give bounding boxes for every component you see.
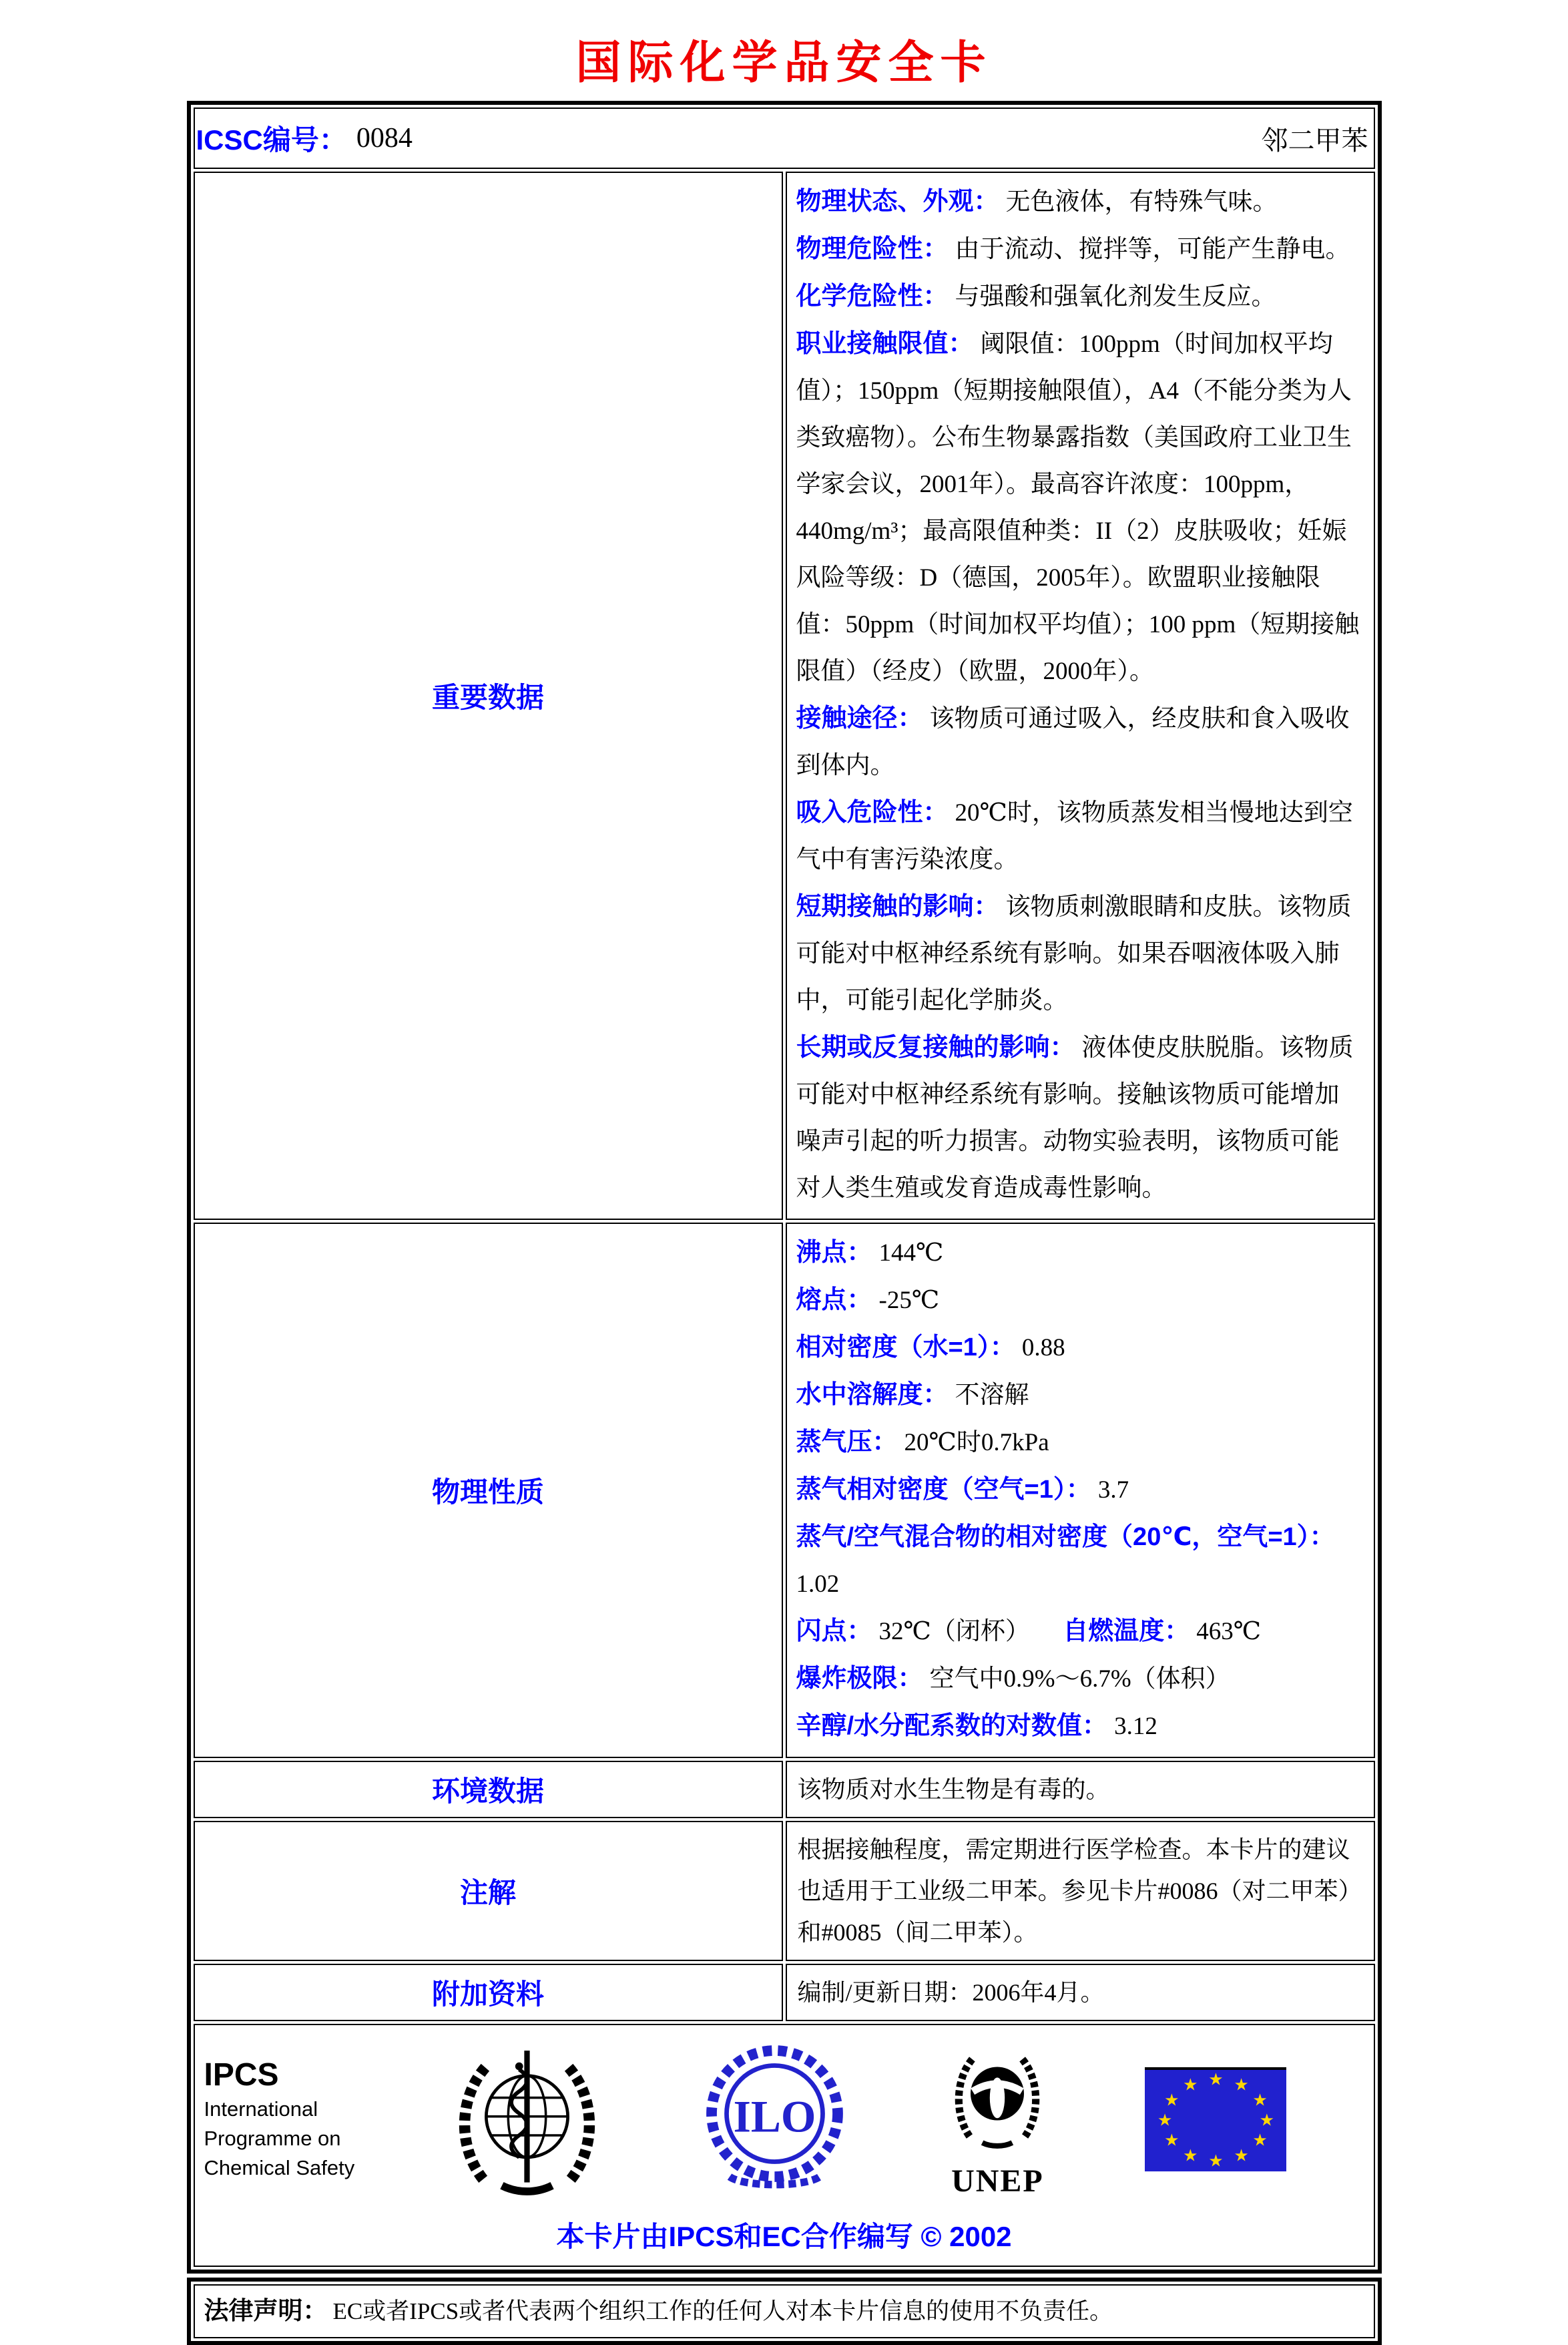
- notes-label: 注解: [194, 1821, 783, 1961]
- important-item: [796, 226, 1363, 273]
- eu-star-icon: ★: [1234, 2147, 1249, 2165]
- field-label: 闪点：: [796, 1617, 872, 1645]
- field-label: 沸点：: [796, 1239, 872, 1267]
- field-label: 蒸气压：: [796, 1428, 898, 1456]
- important-item: [796, 695, 1363, 789]
- eu-star-icon: ★: [1252, 2131, 1268, 2150]
- field-label: 物理危险性：: [796, 235, 949, 263]
- eu-flag-icon: [1145, 2067, 1286, 2171]
- important-item: [796, 273, 1363, 321]
- legal-notice-label: 法律声明：: [204, 2297, 328, 2324]
- eu-star-icon: ★: [1157, 2111, 1173, 2130]
- field-label: 物理状态、外观：: [796, 188, 999, 216]
- ipcs-line: Programme on: [204, 2127, 341, 2150]
- icsc-number-value: 0084: [356, 123, 413, 154]
- ipcs-logo-text: [204, 2056, 355, 2183]
- physical-properties-label: 物理性质: [194, 1223, 783, 1758]
- physical-item: [796, 1277, 1363, 1324]
- field-text: 与强酸和强氧化剂发生反应。: [955, 283, 1276, 310]
- legal-notice-row: [194, 2284, 1375, 2338]
- field-text: 由于流动、搅拌等，可能产生静电。: [955, 236, 1350, 263]
- legal-notice-text: EC或者IPCS或者代表两个组织工作的任何人对本卡片信息的使用不负责任。: [332, 2298, 1113, 2324]
- additional-info-label: 附加资料: [194, 1964, 783, 2021]
- chemical-name: 邻二甲苯: [1261, 125, 1368, 156]
- environment-data-text: 该物质对水生生物是有毒的。: [786, 1761, 1375, 1818]
- field-label: 蒸气相对密度（空气=1）：: [796, 1476, 1091, 1504]
- field-value: 32℃（闭杯）: [878, 1618, 1030, 1645]
- important-item: [796, 321, 1363, 695]
- field-label: 吸入危险性：: [796, 799, 949, 827]
- ipcs-line: International: [204, 2097, 318, 2121]
- physical-properties-row: [194, 1223, 1375, 1758]
- physical-item: [796, 1655, 1363, 1703]
- field-value: 463℃: [1196, 1618, 1262, 1645]
- physical-item-flash-autoignition: [796, 1608, 1363, 1655]
- logo-strip: [195, 2025, 1374, 2203]
- notes-text: 根据接触程度，需定期进行医学检查。本卡片的建议也适用于工业级二甲苯。参见卡片#0086（对二甲苯）和#0085（间二甲苯）。: [786, 1821, 1375, 1961]
- eu-star-icon: ★: [1208, 2071, 1224, 2089]
- environment-data-row: [194, 1761, 1375, 1818]
- field-text: 该物质刺激眼睛和皮肤。该物质可能对中枢神经系统有影响。如果吞咽液体吸入肺中，可能引起化学肺炎。: [796, 893, 1352, 1014]
- physical-item: [796, 1324, 1363, 1371]
- important-item: [796, 1024, 1363, 1212]
- card-caption: 本卡片由IPCS和EC合作编写 © 2002: [556, 2221, 1012, 2252]
- ilo-logo-icon: [700, 2041, 850, 2198]
- eu-star-icon: ★: [1183, 2076, 1198, 2095]
- field-text: 无色液体，有特殊气味。: [1005, 188, 1278, 216]
- field-label: 接触途径：: [796, 704, 923, 732]
- physical-item: [796, 1229, 1363, 1277]
- field-value: 20℃时0.7kPa: [904, 1429, 1049, 1456]
- unep-logo-icon: [944, 2043, 1051, 2197]
- safety-card-table: [187, 101, 1382, 2274]
- field-value: 144℃: [878, 1239, 944, 1267]
- eu-star-icon: ★: [1164, 2131, 1180, 2150]
- important-item: [796, 883, 1363, 1024]
- icsc-number-label: ICSC编号：: [196, 124, 347, 156]
- field-value: 3.12: [1114, 1713, 1157, 1740]
- field-label: 长期或反复接触的影响：: [796, 1034, 1075, 1062]
- field-value: 空气中0.9%～6.7%（体积）: [929, 1665, 1230, 1693]
- ipcs-title: IPCS: [204, 2057, 279, 2093]
- field-label: 辛醇/水分配系数的对数值：: [796, 1712, 1108, 1740]
- additional-info-row: [194, 1964, 1375, 2021]
- field-label: 爆炸极限：: [796, 1665, 923, 1693]
- icsc-card-page: [0, 27, 1568, 2324]
- legal-notice-table: [187, 2278, 1382, 2345]
- environment-data-label: 环境数据: [194, 1761, 783, 1818]
- important-data-label: 重要数据: [194, 172, 783, 1220]
- logos-row: [194, 2024, 1375, 2267]
- eu-star-icon: ★: [1164, 2091, 1180, 2110]
- field-value: 0.88: [1021, 1334, 1065, 1361]
- page-title: 国际化学品安全卡: [575, 36, 993, 89]
- who-logo-icon: [449, 2041, 605, 2198]
- physical-item: [796, 1419, 1363, 1466]
- physical-properties-content: [786, 1223, 1375, 1758]
- field-value: -25℃: [878, 1287, 940, 1314]
- eu-star-icon: ★: [1252, 2091, 1268, 2110]
- eu-star-icon: ★: [1183, 2147, 1198, 2165]
- eu-star-icon: ★: [1259, 2111, 1274, 2130]
- field-label: 自燃温度：: [1063, 1617, 1190, 1645]
- notes-row: [194, 1821, 1375, 1961]
- field-text: 阈限值：100ppm（时间加权平均值）；150ppm（短期接触限值），A4（不能分类为人类致癌物）。公布生物暴露指数（美国政府工业卫生学家会议，2001年）。最高容许浓度：100ppm，440mg/m³；最高限值种类：II（2）皮肤吸收；妊娠风险等级：D（德国，2005年）。欧盟职业接触限值：50ppm（时间加权平均值）；100 ppm（短期接触限值）（经皮）（欧盟，2000年）。: [796, 331, 1360, 685]
- eu-star-icon: ★: [1208, 2152, 1224, 2171]
- important-item: [796, 789, 1363, 883]
- field-label: 化学危险性：: [796, 282, 949, 310]
- field-value: 不溶解: [955, 1381, 1029, 1409]
- ipcs-line: Chemical Safety: [204, 2156, 355, 2179]
- field-value: 1.02: [796, 1570, 840, 1598]
- important-data-row: [194, 172, 1375, 1220]
- field-label: 相对密度（水=1）：: [796, 1333, 1015, 1361]
- field-text: 20℃时，该物质蒸发相当慢地达到空气中有害污染浓度。: [796, 799, 1353, 873]
- physical-item: [796, 1371, 1363, 1419]
- unep-wordmark: UNEP: [951, 2163, 1044, 2199]
- ilo-letters: ILO: [733, 2091, 816, 2141]
- field-text: 该物质可通过吸入，经皮肤和食入吸收到体内。: [796, 705, 1350, 779]
- field-text: 液体使皮肤脱脂。该物质可能对中枢神经系统有影响。接触该物质可能增加噪声引起的听力损害。动物实验表明，该物质可能对人类生殖或发育造成毒性影响。: [796, 1034, 1354, 1202]
- eu-star-icon: ★: [1234, 2076, 1249, 2095]
- physical-item: [796, 1466, 1363, 1514]
- additional-info-text: 编制/更新日期：2006年4月。: [786, 1964, 1375, 2021]
- field-value: 3.7: [1097, 1476, 1129, 1504]
- field-label: 短期接触的影响：: [796, 893, 999, 921]
- field-label: 水中溶解度：: [796, 1381, 949, 1409]
- field-label: 职业接触限值：: [796, 330, 974, 358]
- field-label: 蒸气/空气混合物的相对密度（20℃，空气=1）：: [796, 1523, 1335, 1551]
- important-item: [796, 178, 1363, 226]
- physical-item: [796, 1703, 1363, 1750]
- field-label: 熔点：: [796, 1286, 872, 1314]
- header-row: [194, 108, 1375, 169]
- important-data-content: [786, 172, 1375, 1220]
- icsc-header: [195, 109, 1374, 168]
- physical-item: [796, 1514, 1363, 1608]
